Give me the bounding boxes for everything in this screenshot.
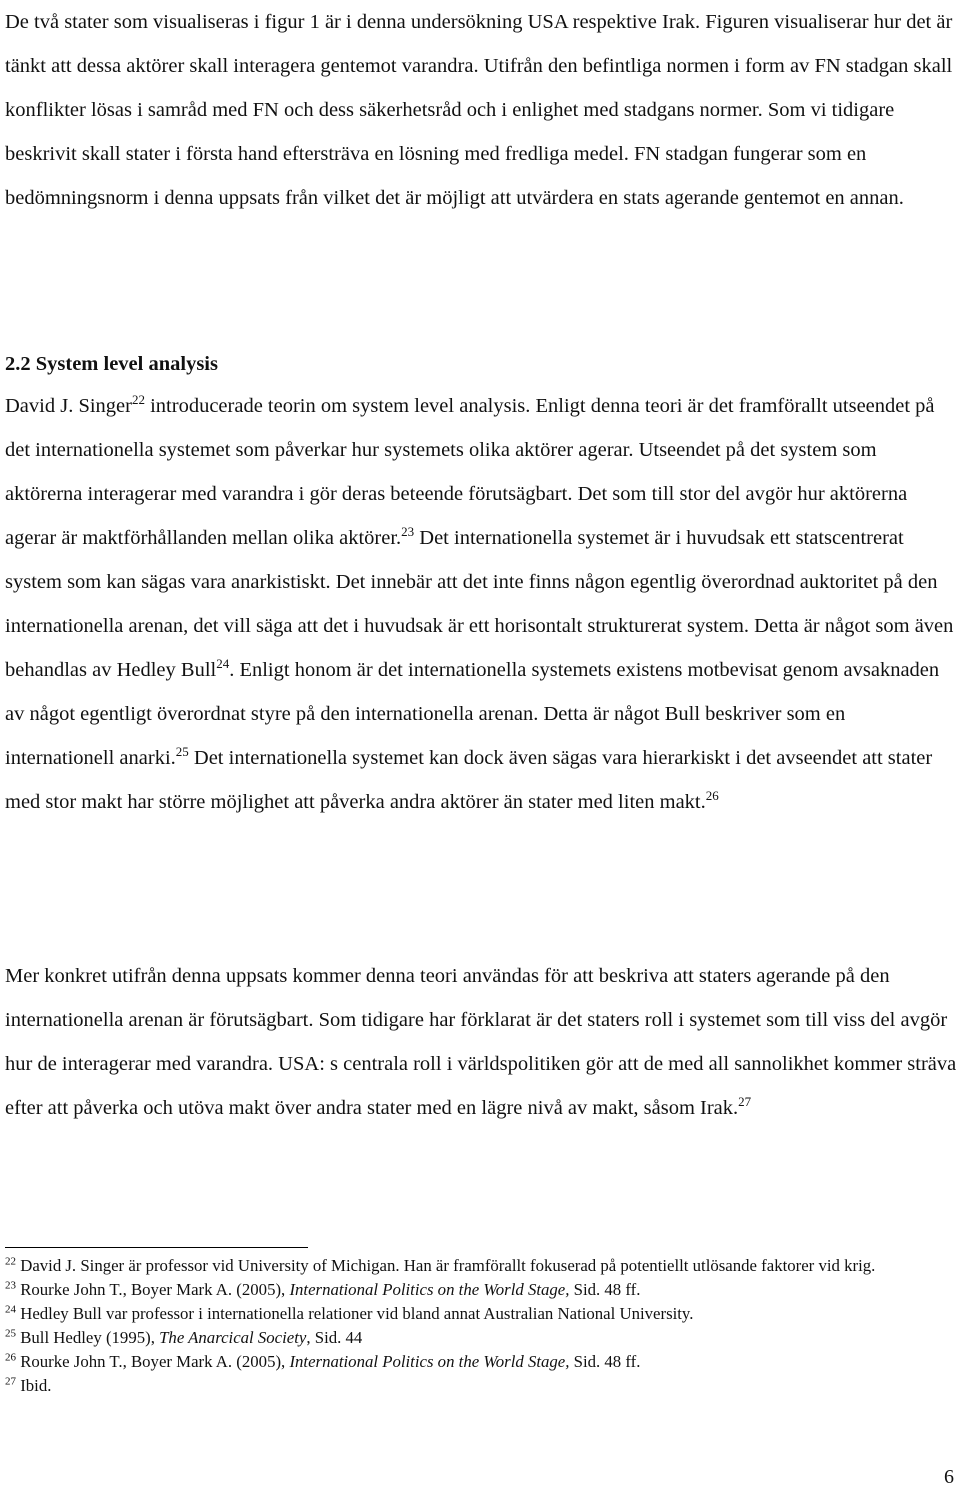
p2-text-4: . Enligt honom är det internationella systemets existens motbevisat genom avsaknaden av något egentligt överordnat styre på den internationella arenan. Detta är något Bull beskriver som en internationell anarki.: [5, 659, 940, 769]
footnote-ref-23[interactable]: 23: [401, 524, 415, 540]
footnote-page: , Sid. 44: [306, 1328, 363, 1347]
footnote-22: [5, 1254, 957, 1278]
footnote-page: Sid. 48 ff.: [569, 1280, 641, 1299]
paragraph-application: [5, 954, 957, 1130]
footnote-26: [5, 1350, 957, 1374]
footnote-ref-26[interactable]: 26: [705, 788, 719, 804]
page-number: 6: [944, 1466, 954, 1488]
paragraph-system-level-analysis: [5, 384, 957, 824]
footnote-title: International Politics on the World Stage,: [289, 1352, 570, 1371]
footnote-ref-25[interactable]: 25: [175, 744, 189, 760]
footnotes: [5, 1254, 957, 1398]
footnote-text: Ibid.: [16, 1376, 52, 1395]
p2-text-2: introducerade teorin om system level analysis. Enligt denna teori är det framförallt utseendet på det internationella systemet som påverkar hur systemets olika aktörer agerar. Utseendet på det system som aktörerna interagerar med varandra i gör deras beteende förutsägbart. Det som till stor del avgör hur aktörerna agerar är maktförhållanden mellan olika aktörer.: [5, 395, 935, 549]
footnote-24: [5, 1302, 957, 1326]
footnote-25: [5, 1326, 957, 1350]
footnote-number: 26: [5, 1351, 16, 1364]
footnote-title: The Anarcical Society: [159, 1328, 307, 1347]
p2-text-1: David J. Singer: [5, 395, 132, 417]
footnote-number: 27: [5, 1375, 16, 1388]
footnote-ref-27[interactable]: 27: [738, 1094, 752, 1110]
p2-text-3: Det internationella systemet är i huvudsak ett statscentrerat system som kan sägas vara anarkistiskt. Det innebär att det inte finns någon egentlig överordnad auktoritet på den internationella arenan, det vill säga att det i huvudsak är ett horisontalt strukturerat system. Detta är något som även behandlas av Hedley Bull: [5, 527, 954, 681]
footnote-text: David J. Singer är professor vid University of Michigan. Han är framförallt fokuserad på potentiellt utlösande faktorer vid krig.: [16, 1256, 876, 1275]
footnote-number: 25: [5, 1327, 16, 1340]
section-heading: 2.2 System level analysis: [5, 353, 218, 375]
footnote-number: 24: [5, 1303, 16, 1316]
footnote-text: Rourke John T., Boyer Mark A. (2005),: [16, 1280, 290, 1299]
footnote-text: Hedley Bull var professor i internationella relationer vid bland annat Australian National University.: [16, 1304, 694, 1323]
paragraph-figure-description: De två stater som visualiseras i figur 1 är i denna undersökning USA respektive Irak. Figuren visualiserar hur det är tänkt att dessa aktörer skall interagera gentemot varandra. Utifrån den befintliga normen i form av FN stadgan skall konflikter lösas i samråd med FN och dess säkerhetsråd och i enlighet med stadgans normer. Som vi tidigare beskrivit skall stater i första hand eftersträva en lösning med fredliga medel. FN stadgan fungerar som en bedömningsnorm i denna uppsats från vilket det är möjligt att utvärdera en stats agerande gentemot en annan.: [5, 11, 953, 209]
footnote-text: Bull Hedley (1995),: [16, 1328, 160, 1347]
footnote-23: [5, 1278, 957, 1302]
footnote-title: International Politics on the World Stage,: [289, 1280, 570, 1299]
footnote-27: [5, 1374, 957, 1398]
p3-text-1: Mer konkret utifrån denna uppsats kommer denna teori användas för att beskriva att staters agerande på den internationella arenan är förutsägbart. Som tidigare har förklarat är det staters roll i systemet som till viss del avgör hur de interagerar med varandra. USA: s centrala roll i världspolitiken gör att de med all sannolikhet kommer sträva efter att påverka och utöva makt över andra stater med en lägre nivå av makt, såsom Irak.: [5, 965, 957, 1119]
footnote-number: 22: [5, 1255, 16, 1268]
footnote-number: 23: [5, 1279, 16, 1292]
footnote-separator: [5, 1247, 308, 1248]
footnote-page: Sid. 48 ff.: [569, 1352, 641, 1371]
footnote-text: Rourke John T., Boyer Mark A. (2005),: [16, 1352, 290, 1371]
p2-text-5: Det internationella systemet kan dock även sägas vara hierarkiskt i det avseendet att stater med stor makt har större möjlighet att påverka andra aktörer än stater med liten makt.: [5, 747, 933, 813]
footnote-ref-22[interactable]: 22: [131, 392, 145, 408]
footnote-ref-24[interactable]: 24: [216, 656, 230, 672]
